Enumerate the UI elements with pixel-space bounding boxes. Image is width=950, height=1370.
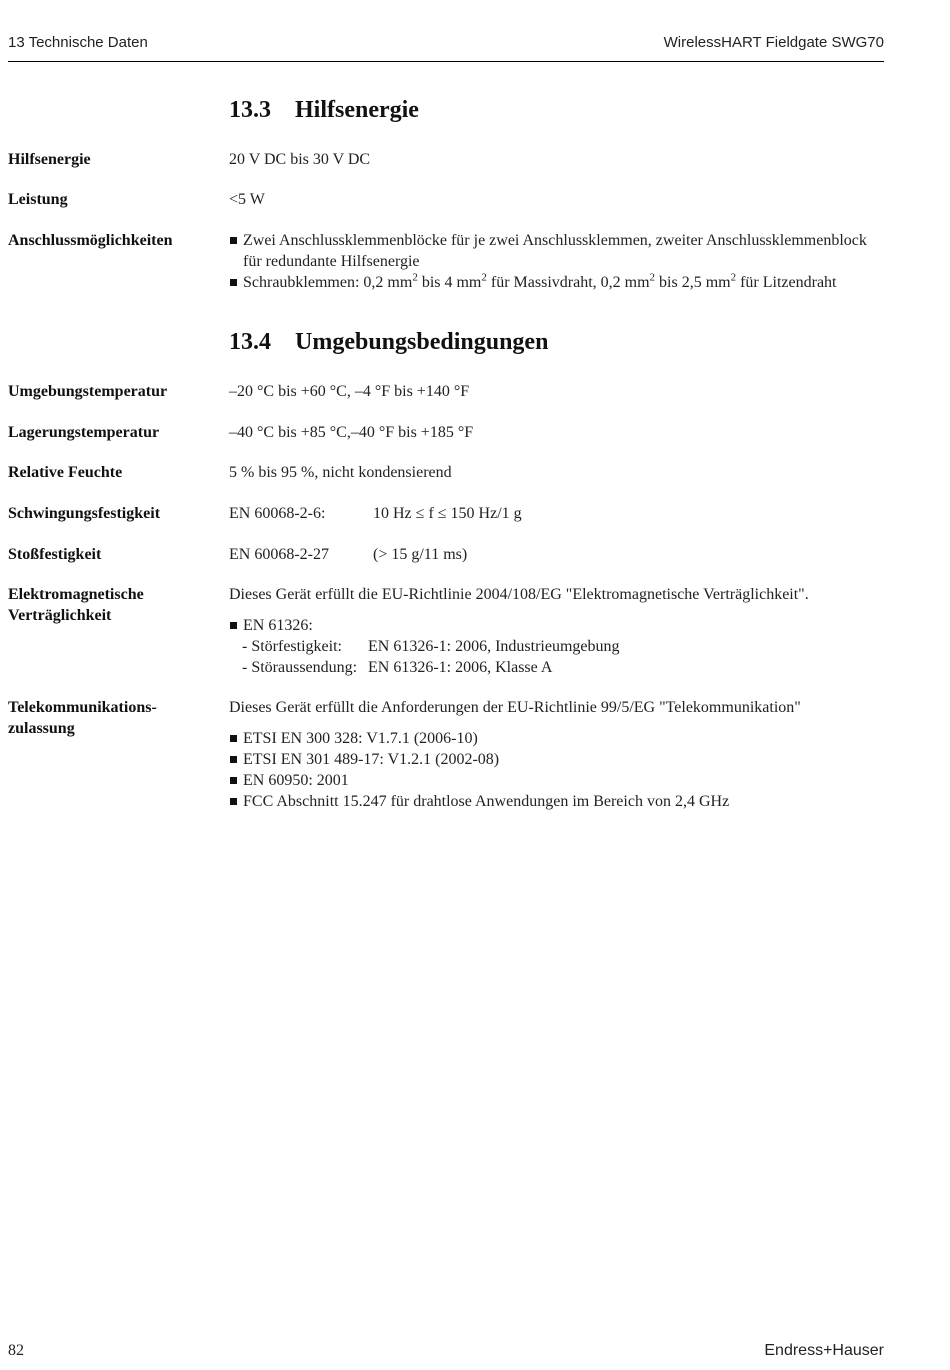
- sub-value: EN 61326-1: 2006, Industrieumgebung: [368, 638, 620, 655]
- text-part: bis 2,5 mm: [655, 274, 731, 291]
- section-heading-13-3: [229, 97, 419, 124]
- text-part: für Litzendraht: [736, 274, 837, 291]
- value-hilfsenergie: 20 V DC bis 30 V DC: [229, 151, 371, 168]
- section-heading-13-4: [229, 329, 548, 356]
- emv-list: [229, 615, 889, 636]
- section-number: 13.4: [229, 329, 271, 355]
- text-part: für Massivdraht, 0,2 mm: [486, 274, 650, 291]
- section-title: Hilfsenergie: [295, 97, 419, 123]
- superscript: 2: [649, 271, 656, 284]
- label-line: Telekommunikations-: [8, 699, 157, 716]
- telekom-list: [229, 728, 889, 812]
- value-umgebungstemperatur: –20 °C bis +60 °C, –4 °F bis +140 °F: [229, 383, 470, 400]
- list-item: FCC Abschnitt 15.247 für drahtlose Anwendungen im Bereich von 2,4 GHz: [229, 791, 889, 812]
- list-item: EN 60950: 2001: [229, 770, 889, 791]
- list-item: [229, 272, 889, 293]
- page-header: [8, 32, 884, 62]
- anschluss-list: [229, 230, 889, 293]
- label-leistung: Leistung: [8, 191, 68, 208]
- label-line: Verträglichkeit: [8, 607, 112, 624]
- label-schwingungsfestigkeit: Schwingungsfestigkeit: [8, 505, 161, 522]
- telekom-intro: Dieses Gerät erfüllt die Anforderungen der EU-Richtlinie 99/5/EG "Telekommunikation": [229, 699, 801, 716]
- bullet-text: Zwei Anschlussklemmenblöcke für je zwei Anschlussklemmen, zweiter Anschlussklemmenblock: [243, 232, 867, 249]
- label-hilfsenergie: Hilfsenergie: [8, 151, 91, 168]
- sub-key: - Störfestigkeit:: [242, 638, 342, 655]
- list-item: ETSI EN 300 328: V1.7.1 (2006-10): [229, 728, 889, 749]
- label-relative-feuchte: Relative Feuchte: [8, 464, 123, 481]
- bullet-text-cont: für redundante Hilfsenergie: [243, 253, 420, 270]
- list-item: [229, 230, 889, 272]
- section-title: Umgebungsbedingungen: [295, 329, 549, 355]
- value-stossfestigkeit: [229, 544, 889, 565]
- emv-sub-line: [229, 636, 889, 657]
- page-footer: [8, 1342, 884, 1360]
- label-lagerungstemperatur: Lagerungstemperatur: [8, 424, 160, 441]
- norm-key: EN 60068-2-6:: [229, 505, 326, 522]
- value-emv: [229, 584, 889, 678]
- emv-intro: Dieses Gerät erfüllt die EU-Richtlinie 2004/108/EG "Elektromagnetische Verträglichkeit".: [229, 586, 809, 603]
- value-lagerungstemperatur: –40 °C bis +85 °C,–40 °F bis +185 °F: [229, 424, 474, 441]
- list-item: EN 61326:: [229, 615, 889, 636]
- text-part: bis 4 mm: [417, 274, 482, 291]
- value-anschluss: [229, 230, 889, 293]
- norm-value: (> 15 g/11 ms): [373, 546, 468, 563]
- sub-value: EN 61326-1: 2006, Klasse A: [368, 659, 553, 676]
- label-line: zulassung: [8, 720, 75, 737]
- superscript: 2: [412, 271, 418, 284]
- value-schwingungsfestigkeit: [229, 503, 889, 524]
- chapter-title: 13 Technische Daten: [8, 34, 148, 51]
- brand-name: Endress+Hauser: [764, 1342, 884, 1359]
- text-part: Schraubklemmen: 0,2 mm: [243, 274, 413, 291]
- superscript: 2: [481, 271, 487, 284]
- label-umgebungstemperatur: Umgebungstemperatur: [8, 383, 168, 400]
- product-name: WirelessHART Fieldgate SWG70: [663, 34, 884, 51]
- list-item: ETSI EN 301 489-17: V1.2.1 (2002-08): [229, 749, 889, 770]
- value-relative-feuchte: 5 % bis 95 %, nicht kondensierend: [229, 464, 452, 481]
- value-telekom: [229, 697, 889, 812]
- label-stossfestigkeit: Stoßfestigkeit: [8, 546, 102, 563]
- norm-key: EN 60068-2-27: [229, 546, 329, 563]
- value-leistung: <5 W: [229, 191, 265, 208]
- label-line: Elektromagnetische: [8, 586, 144, 603]
- emv-sub-line: [229, 657, 889, 678]
- sub-key: - Störaussendung:: [242, 659, 358, 676]
- norm-value: 10 Hz ≤ f ≤ 150 Hz/1 g: [373, 505, 522, 522]
- section-number: 13.3: [229, 97, 271, 123]
- label-emv: [8, 584, 218, 626]
- label-anschluss: Anschlussmöglichkeiten: [8, 232, 173, 249]
- superscript: 2: [730, 271, 737, 284]
- page-number: 82: [8, 1342, 24, 1359]
- label-telekom: [8, 697, 218, 739]
